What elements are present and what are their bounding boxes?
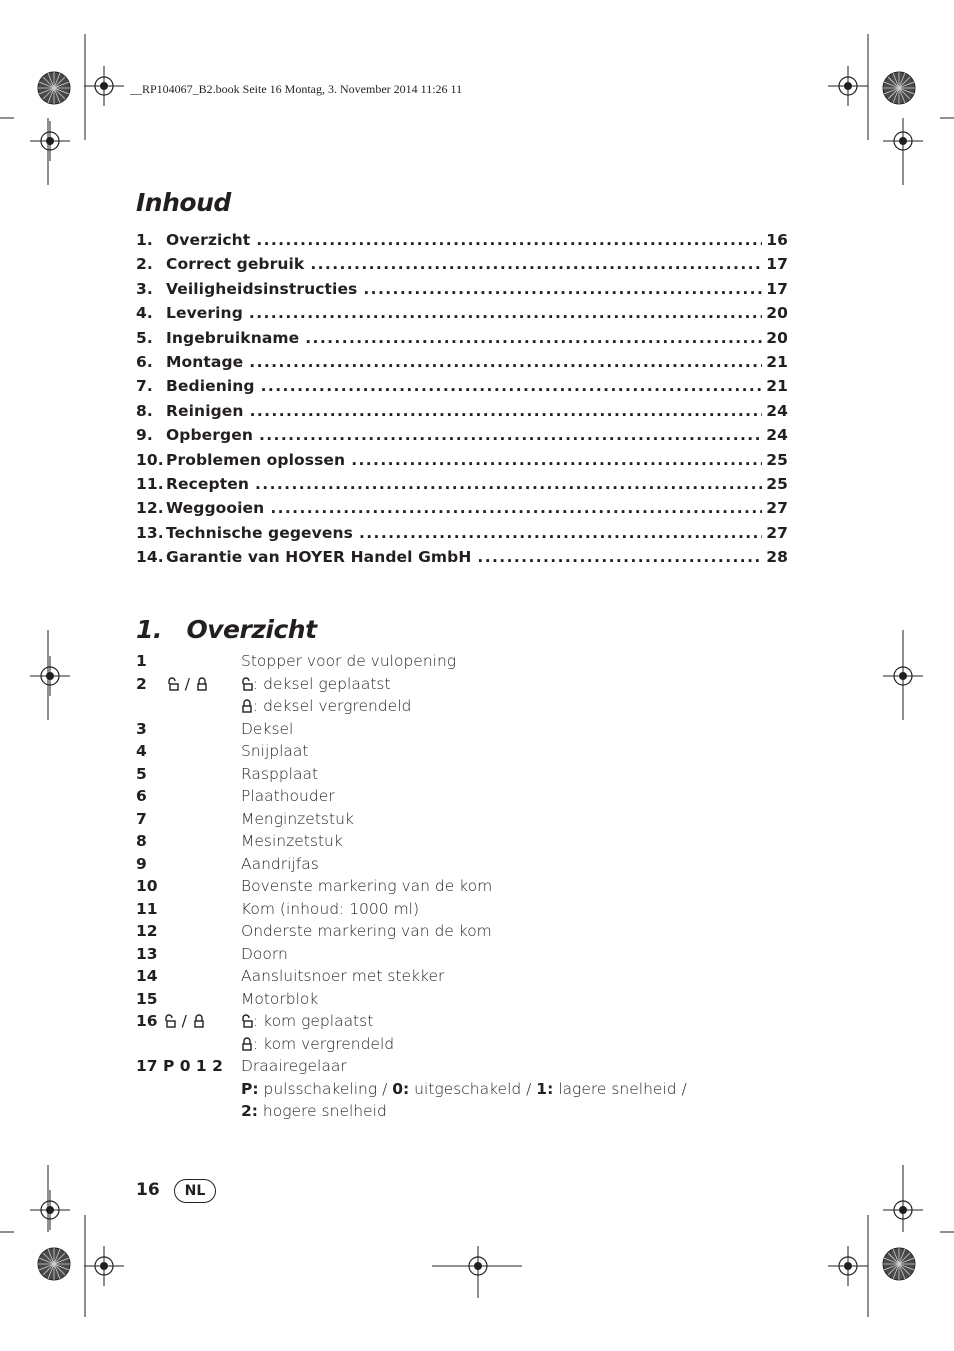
toc-page: 25 <box>766 450 788 469</box>
toc-title: Reinigen <box>166 401 244 420</box>
part-description <box>241 697 736 715</box>
list-item <box>136 832 736 855</box>
list-item <box>136 765 736 788</box>
part-number: 11 <box>136 899 158 918</box>
part-number: 3 <box>136 719 147 738</box>
toc-leader-dots <box>249 353 762 371</box>
toc-page: 21 <box>766 377 788 396</box>
registration-target-right-middle <box>883 656 923 696</box>
toc-leader-dots <box>363 280 762 298</box>
toc-number: 13. <box>136 523 164 542</box>
toc-title: Montage <box>166 352 244 371</box>
part-number: 1 <box>136 652 147 670</box>
toc-title: Garantie van HOYER Handel GmbH <box>166 548 472 567</box>
unlocked-padlock-icon <box>164 1014 176 1028</box>
part-description: Draairegelaar <box>241 1057 347 1075</box>
toc-number: 14. <box>136 548 164 567</box>
toc-number: 10. <box>136 450 164 469</box>
toc-number: 5. <box>136 328 153 347</box>
part-number: 13 <box>136 944 158 963</box>
part-number-with-icons <box>136 1012 241 1030</box>
part-description: Bovenste markering van de kom <box>241 877 493 895</box>
unlocked-padlock-icon <box>241 677 253 691</box>
part-number: 12 <box>136 922 158 940</box>
toc-entry[interactable] <box>136 329 788 353</box>
toc-entry[interactable] <box>136 548 788 572</box>
toc-leader-dots <box>270 499 762 517</box>
toc-title: Opbergen <box>166 426 253 445</box>
toc-title: Technische gegevens <box>166 523 353 542</box>
part-description: Doorn <box>241 944 288 963</box>
toc-page: 27 <box>766 523 788 542</box>
part-description <box>241 1012 736 1030</box>
toc-entry[interactable] <box>136 304 788 328</box>
part-description <box>241 675 736 693</box>
part-number: 16 <box>136 1012 158 1030</box>
toc-page: 17 <box>766 279 788 298</box>
part-number: 17 P 0 1 2 <box>136 1057 223 1075</box>
toc-leader-dots <box>259 426 762 444</box>
list-item <box>136 675 736 698</box>
toc-number: 2. <box>136 255 153 274</box>
unlocked-description: : deksel geplaatst <box>253 674 391 693</box>
part-description: Stopper voor de vulopening <box>241 652 457 670</box>
list-item <box>136 900 736 923</box>
setting-key-1: 1: <box>536 1079 554 1098</box>
list-item <box>136 652 736 675</box>
toc-page: 24 <box>766 401 788 420</box>
unlocked-padlock-icon <box>241 1014 253 1028</box>
starburst-target-top-left <box>36 70 72 106</box>
toc-leader-dots <box>250 402 763 420</box>
starburst-target-bottom-left <box>36 1246 72 1282</box>
toc-title: Levering <box>166 304 243 323</box>
toc-title: Overzicht <box>166 231 251 249</box>
toc-page: 16 <box>766 231 788 249</box>
list-item <box>136 922 736 945</box>
toc-title: Problemen oplossen <box>166 450 346 469</box>
part-number: 8 <box>136 832 147 850</box>
locked-padlock-icon <box>193 1014 205 1028</box>
toc-title: Ingebruikname <box>166 328 300 347</box>
setting-desc-p: pulsschakeling / <box>258 1079 393 1098</box>
locked-padlock-icon <box>196 677 208 691</box>
toc-number: 12. <box>136 499 164 518</box>
toc-number: 11. <box>136 474 164 493</box>
setting-desc-0: uitgeschakeld / <box>409 1079 537 1098</box>
list-item-continuation <box>136 697 736 720</box>
toc-title: Veiligheidsinstructies <box>166 279 358 298</box>
toc-page: 20 <box>766 328 788 347</box>
part-description: Snijplaat <box>241 742 309 760</box>
toc-number: 4. <box>136 304 153 323</box>
toc-title: Recepten <box>166 474 249 493</box>
toc-entry[interactable] <box>136 499 788 523</box>
icon-separator: / <box>184 674 191 693</box>
toc-leader-dots <box>310 255 762 273</box>
toc-entry[interactable] <box>136 451 788 475</box>
toc-leader-dots <box>477 548 762 566</box>
toc-entry[interactable] <box>136 353 788 377</box>
page-number: 16 <box>136 1180 160 1200</box>
setting-key-0: 0: <box>392 1079 410 1098</box>
part-number: 9 <box>136 854 147 873</box>
overview-heading: 1. Overzicht <box>136 615 317 644</box>
registration-target-top-left <box>84 66 124 106</box>
language-badge: NL <box>174 1179 216 1203</box>
toc-page: 25 <box>766 474 788 493</box>
toc-page: 24 <box>766 426 788 445</box>
part-description: Deksel <box>241 719 294 738</box>
toc-entry[interactable] <box>136 231 788 255</box>
starburst-target-top-right <box>881 70 917 106</box>
list-item-continuation <box>136 1080 736 1103</box>
toc-page: 17 <box>766 255 788 274</box>
toc-leader-dots <box>249 304 762 322</box>
registration-target-top-right <box>828 66 868 106</box>
toc-heading: Inhoud <box>136 188 231 217</box>
part-description: Menginzetstuk <box>241 809 354 828</box>
toc-number: 6. <box>136 352 153 371</box>
list-item <box>136 967 736 990</box>
starburst-target-bottom-right <box>881 1246 917 1282</box>
list-item <box>136 742 736 765</box>
locked-padlock-icon <box>241 699 253 713</box>
toc-number: 9. <box>136 426 153 445</box>
setting-desc-1: lagere snelheid / <box>553 1079 687 1098</box>
part-description: Onderste markering van de kom <box>241 922 492 940</box>
part-number: 2 <box>136 674 147 693</box>
registration-target-left-lower <box>30 1190 70 1230</box>
toc-leader-dots <box>351 451 762 469</box>
list-item <box>136 720 736 743</box>
list-item <box>136 877 736 900</box>
part-description: Mesinzetstuk <box>241 832 343 850</box>
toc-entry[interactable] <box>136 524 788 548</box>
list-item-continuation <box>136 1035 736 1058</box>
part-description: Plaathouder <box>241 787 335 805</box>
part-number: 7 <box>136 809 147 828</box>
list-item <box>136 1057 736 1080</box>
toc-page: 21 <box>766 352 788 371</box>
part-number: 6 <box>136 787 147 805</box>
registration-target-bottom-left <box>84 1246 124 1286</box>
parts-list <box>136 652 736 1125</box>
toc-leader-dots <box>261 377 763 395</box>
part-number: 15 <box>136 989 158 1008</box>
locked-padlock-icon <box>241 1037 253 1051</box>
toc-title: Weggooien <box>166 499 265 518</box>
setting-desc-2: hogere snelheid <box>257 1102 387 1120</box>
toc-number: 8. <box>136 401 153 420</box>
registration-target-bottom-center <box>458 1246 498 1286</box>
part-number: 14 <box>136 967 158 985</box>
toc-title: Correct gebruik <box>166 255 305 274</box>
toc-entry[interactable] <box>136 475 788 499</box>
list-item <box>136 787 736 810</box>
toc-page: 20 <box>766 304 788 323</box>
toc-title: Bediening <box>166 377 255 396</box>
part-number: 10 <box>136 877 158 895</box>
list-item <box>136 855 736 878</box>
part-description: Aandrijfas <box>241 854 319 873</box>
registration-target-left-middle <box>30 656 70 696</box>
part-description <box>241 1035 736 1053</box>
unlocked-padlock-icon <box>167 677 179 691</box>
list-item <box>136 990 736 1013</box>
setting-key-p: P: <box>241 1079 259 1098</box>
registration-target-right-upper <box>883 121 923 161</box>
part-description: Kom (inhoud: 1000 ml) <box>241 899 420 918</box>
toc-page: 27 <box>766 499 788 518</box>
locked-description: : kom vergrendeld <box>253 1034 395 1053</box>
toc-leader-dots <box>255 475 762 493</box>
part-description: Motorblok <box>241 989 319 1008</box>
toc-entry[interactable] <box>136 377 788 401</box>
list-item <box>136 810 736 833</box>
registration-target-bottom-right <box>828 1246 868 1286</box>
part-number: 4 <box>136 742 147 760</box>
print-header: __RP104067_B2.book Seite 16 Montag, 3. November 2014 11:26 11 <box>130 82 463 96</box>
toc-leader-dots <box>305 329 762 347</box>
part-number: 5 <box>136 764 147 783</box>
toc-entry[interactable] <box>136 402 788 426</box>
part-number-with-icons <box>136 675 241 693</box>
registration-target-right-lower <box>883 1190 923 1230</box>
toc-page: 28 <box>766 548 788 567</box>
registration-target-left-upper <box>30 121 70 161</box>
table-of-contents <box>136 231 788 572</box>
speed-settings-line <box>241 1080 736 1098</box>
list-item <box>136 945 736 968</box>
setting-key-2: 2: <box>241 1102 258 1120</box>
list-item-continuation <box>136 1102 736 1125</box>
part-description: Aansluitsnoer met stekker <box>241 967 445 985</box>
locked-description: : deksel vergrendeld <box>253 697 412 715</box>
icon-separator: / <box>181 1012 187 1030</box>
toc-leader-dots <box>256 231 762 249</box>
toc-number: 1. <box>136 231 153 249</box>
unlocked-description: : kom geplaatst <box>253 1012 374 1030</box>
toc-entry[interactable] <box>136 280 788 304</box>
speed-settings-line <box>241 1102 736 1120</box>
toc-entry[interactable] <box>136 255 788 279</box>
toc-leader-dots <box>359 524 762 542</box>
toc-number: 3. <box>136 279 153 298</box>
part-description: Raspplaat <box>241 764 319 783</box>
toc-number: 7. <box>136 377 153 396</box>
toc-entry[interactable] <box>136 426 788 450</box>
list-item <box>136 1012 736 1035</box>
